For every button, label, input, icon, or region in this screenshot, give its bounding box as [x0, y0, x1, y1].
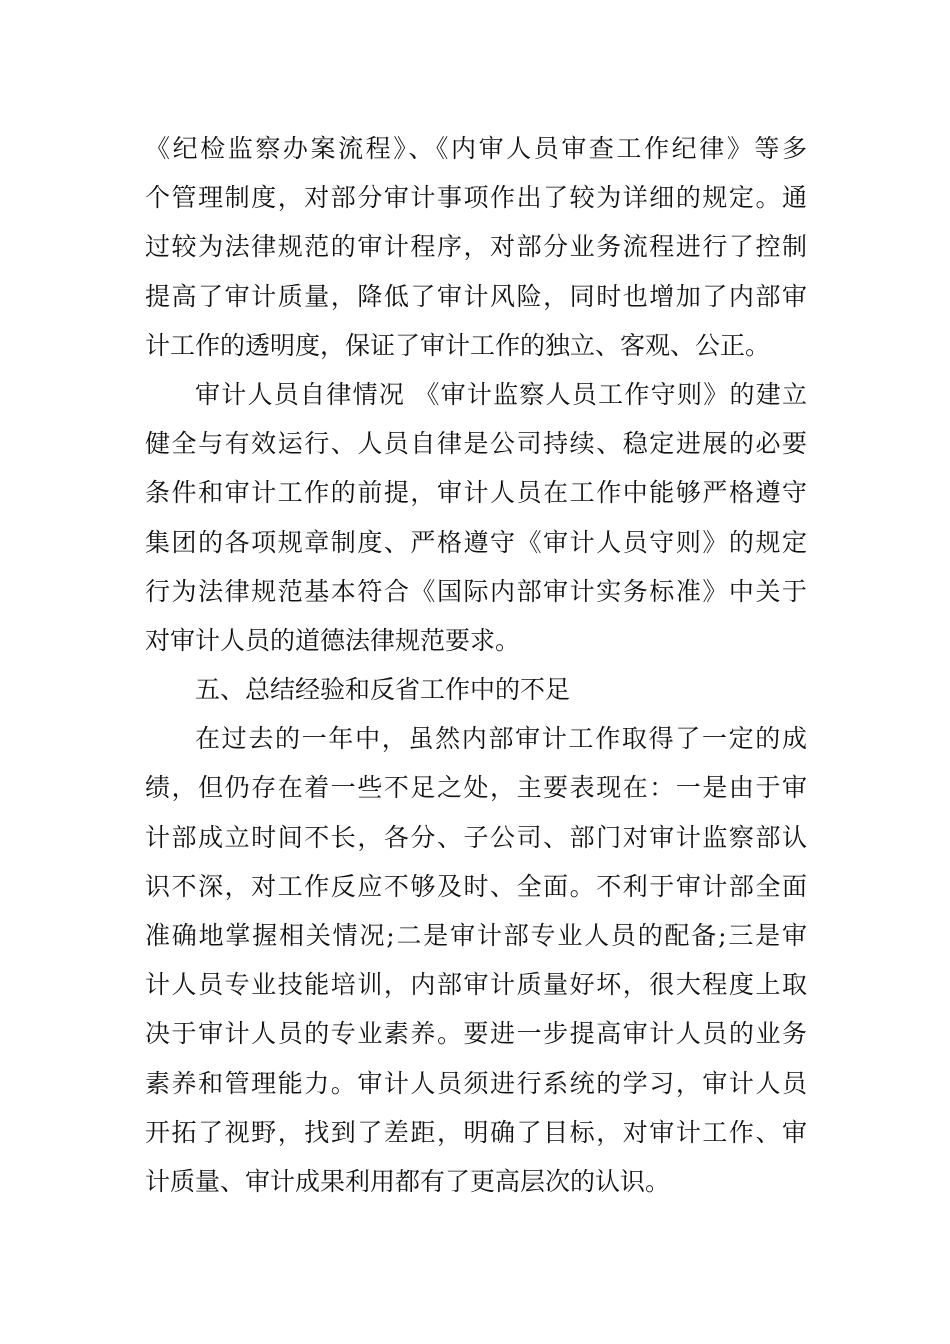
text-line: 素养和管理能力。审计人员须进行系统的学习，审计人员 — [145, 1068, 807, 1098]
text-line: 计部成立时间不长，各分、子公司、部门对审计监察部认 — [145, 822, 807, 852]
section-heading: 五、总结经验和反省工作中的不足 — [195, 675, 571, 705]
text-line: 准确地掌握相关情况;二是审计部专业人员的配备;三是审 — [145, 921, 807, 950]
text-line: 《纪检监察办案流程》、《内审人员审查工作纪律》等多 — [145, 134, 807, 163]
text-line: 计人员专业技能培训，内部审计质量好坏，很大程度上取 — [145, 970, 807, 1000]
text-line: 条件和审计工作的前提，审计人员在工作中能够严格遵守 — [145, 478, 807, 508]
text-line: 计工作的透明度，保证了审计工作的独立、客观、公正。 — [145, 330, 771, 360]
text-line: 在过去的一年中，虽然内部审计工作取得了一定的成 — [195, 724, 807, 754]
text-line: 绩，但仍存在着一些不足之处，主要表现在：一是由于审 — [145, 773, 807, 803]
text-line: 行为法律规范基本符合《国际内部审计实务标准》中关于 — [145, 576, 807, 606]
text-line: 开拓了视野，找到了差距，明确了目标，对审计工作、审 — [145, 1117, 807, 1147]
text-line: 个管理制度，对部分审计事项作出了较为详细的规定。通 — [145, 183, 807, 213]
text-line: 健全与有效运行、人员自律是公司持续、稳定进展的必要 — [145, 429, 807, 459]
text-line: 对审计人员的道德法律规范要求。 — [145, 625, 521, 655]
text-line: 审计人员自律情况 《审计监察人员工作守则》的建立 — [195, 379, 807, 409]
text-line: 决于审计人员的专业素养。要进一步提高审计人员的业务 — [145, 1019, 807, 1049]
text-line: 识不深，对工作反应不够及时、全面。不利于审计部全面 — [145, 871, 807, 901]
text-line: 提高了审计质量，降低了审计风险，同时也增加了内部审 — [145, 281, 807, 311]
body-text — [145, 127, 807, 1209]
text-line: 集团的各项规章制度、严格遵守《审计人员守则》的规定 — [145, 527, 807, 557]
text-line: 过较为法律规范的审计程序，对部分业务流程进行了控制 — [145, 232, 807, 262]
text-line: 计质量、审计成果利用都有了更高层次的认识。 — [145, 1166, 671, 1196]
